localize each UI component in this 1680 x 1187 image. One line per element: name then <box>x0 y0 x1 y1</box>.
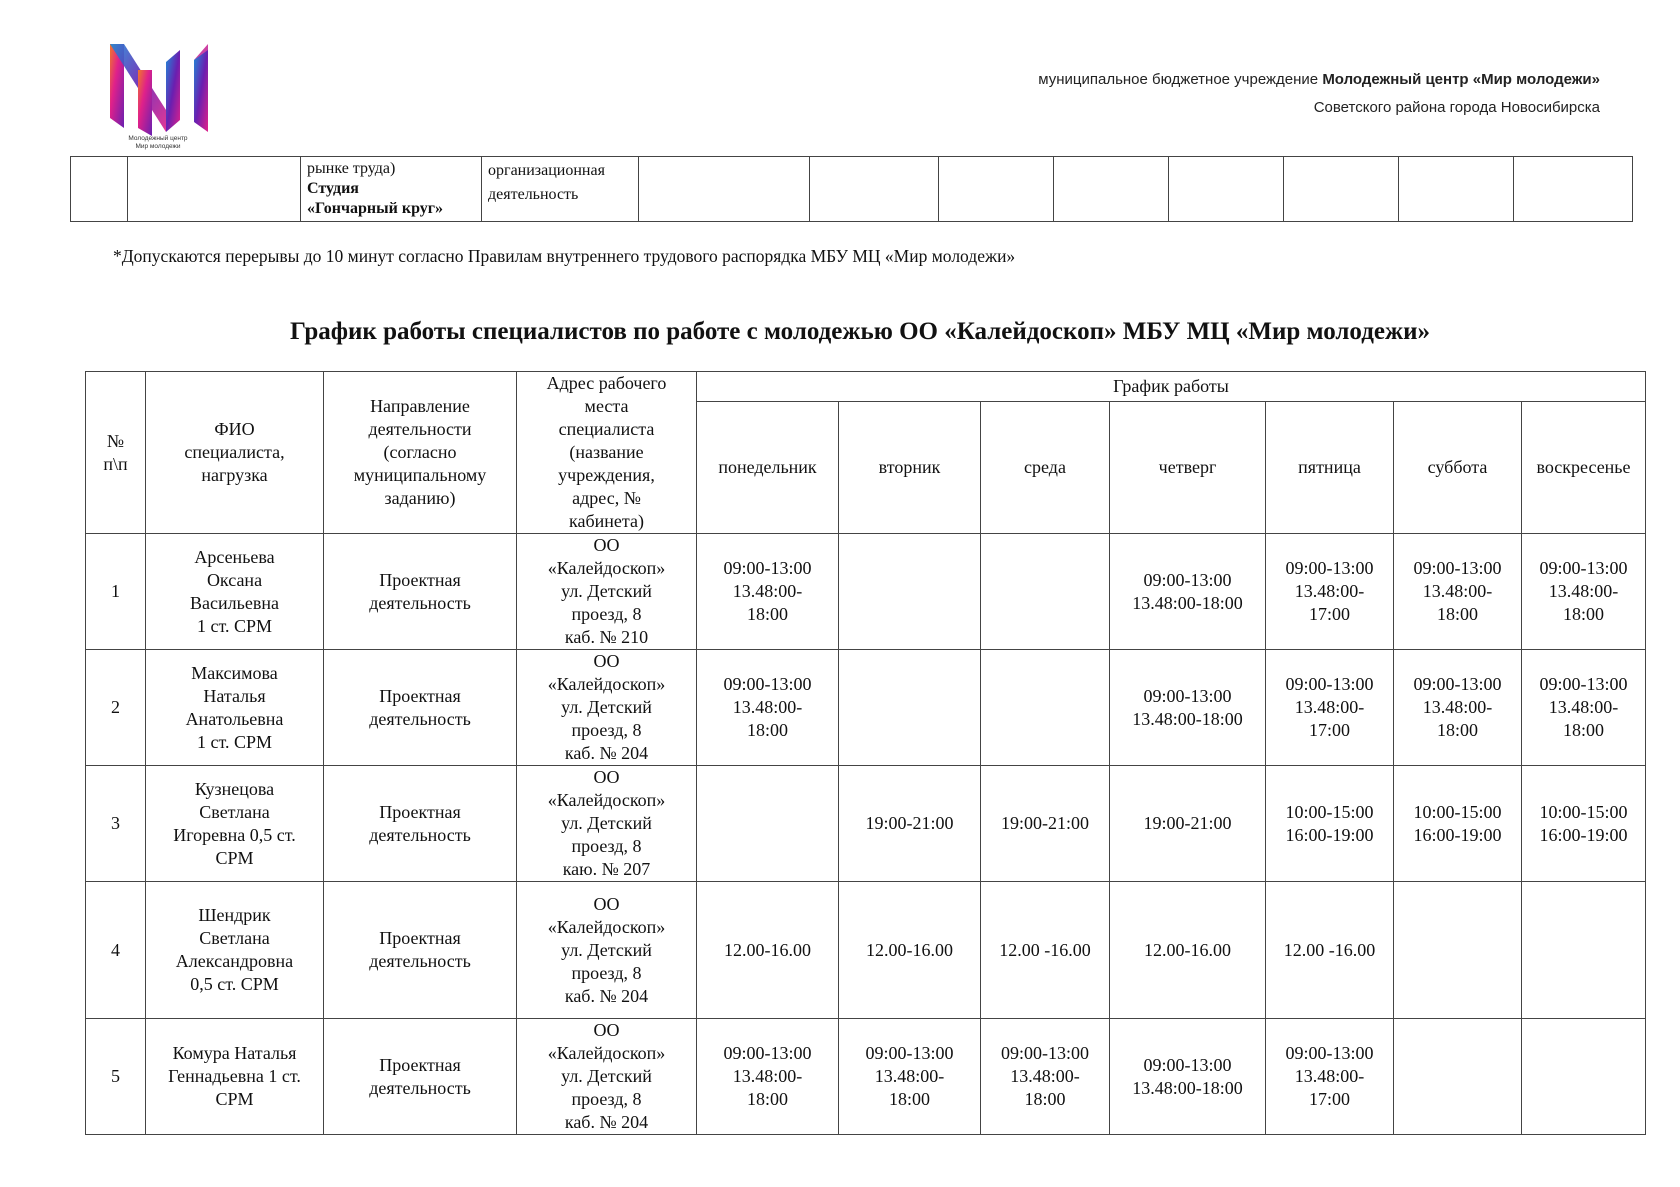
cell-day-2 <box>981 766 1110 882</box>
cell-day-1 <box>839 650 981 766</box>
schedule-title: График работы специалистов по работе с молодежью ОО «Калейдоскоп» МБУ МЦ «Мир молодежи» <box>289 318 1430 345</box>
header-row <box>86 372 1646 402</box>
cell-line: проезд, 8 <box>571 962 642 983</box>
table-row <box>86 882 1646 1019</box>
cell-fio <box>146 766 324 882</box>
cell-line: Анатольевна <box>185 708 284 729</box>
cell-line: Шендрик <box>198 905 271 925</box>
header-address: Адрес рабочего места специалиста (название учреждения, адрес, № кабинета) <box>517 372 697 534</box>
cell-line: 09:00-13:00 <box>1539 674 1628 694</box>
cell-day-6 <box>1522 766 1646 882</box>
cell-line: 12.00 -16.00 <box>1283 939 1376 960</box>
cell-line: 13.48:00- <box>874 1066 945 1086</box>
schedule-table <box>85 371 1646 1135</box>
cell-line: 12.00-16.00 <box>724 939 811 960</box>
cell-day-4 <box>1266 534 1394 650</box>
cell-line: 12.00 -16.00 <box>999 939 1091 960</box>
cell-line: 09:00-13:00 <box>1143 685 1232 706</box>
day-header: среда <box>981 402 1110 534</box>
cell-fio <box>146 650 324 766</box>
cell-day-0 <box>697 766 839 882</box>
fragment-text: деятельность <box>488 186 579 203</box>
cell-line: Геннадьевна 1 ст. <box>168 1066 301 1086</box>
cell-direction <box>324 650 517 766</box>
cell-num: 2 <box>86 650 146 766</box>
cell-day-3 <box>1110 766 1266 882</box>
cell-line: 18:00 <box>888 1089 930 1109</box>
cell-line: ОО <box>593 651 620 671</box>
cell-line: деятельность <box>369 951 471 971</box>
cell-line: проезд, 8 <box>571 1089 642 1109</box>
cell-day-0 <box>697 882 839 1019</box>
cell-line: Арсеньева <box>194 546 275 567</box>
cell-day-1 <box>839 766 981 882</box>
cell-line: ОО <box>593 535 620 555</box>
cell-line: 19:00-21:00 <box>865 813 954 833</box>
cell-line: Наталья <box>203 685 266 706</box>
cell-line: 09:00-13:00 <box>1285 558 1374 578</box>
cell-line: проезд, 8 <box>571 836 642 856</box>
cell-line: каб. № 204 <box>564 743 649 763</box>
logo-caption-line2: Мир молодежи <box>135 143 181 150</box>
org-line1 <box>1038 66 1600 94</box>
fragment-cell <box>1054 157 1169 222</box>
day-header: суббота <box>1394 402 1522 534</box>
cell-line: 18:00 <box>1562 720 1604 740</box>
cell-line: ул. Детский <box>561 1066 652 1086</box>
cell-line: каб. № 210 <box>564 627 649 647</box>
fragment-cell <box>639 157 810 222</box>
breaks-note: *Допускаются перерывы до 10 минут согласно Правилам внутреннего трудового распорядка МБУ МЦ «Мир молодежи» <box>113 246 1016 266</box>
cell-line: ул. Детский <box>561 813 652 833</box>
cell-line: 13.48:00- <box>1010 1066 1080 1086</box>
cell-line: каб. № 204 <box>564 1112 649 1132</box>
cell-line: Комура Наталья <box>172 1043 297 1063</box>
cell-line: деятельность <box>369 824 471 845</box>
cell-num: 3 <box>86 766 146 882</box>
cell-line: 09:00-13:00 <box>1285 674 1374 694</box>
cell-line: Оксана <box>206 569 263 590</box>
header-direction: Направление деятельности (согласно муниципальному заданию) <box>324 372 517 534</box>
cell-address <box>517 534 697 650</box>
cell-line: Проектная <box>379 928 461 948</box>
table-row <box>86 1019 1646 1135</box>
cell-line: 13.48:00- <box>1294 581 1365 601</box>
org-name: Молодежный центр «Мир молодежи» <box>1322 71 1600 88</box>
cell-line: Светлана <box>199 801 270 822</box>
cell-line: проезд, 8 <box>571 604 642 624</box>
cell-line: 18:00 <box>1024 1089 1066 1109</box>
header-schedule: График работы <box>697 372 1646 402</box>
cell-day-3 <box>1110 1019 1266 1135</box>
cell-line: 13.48:00-18:00 <box>1132 1077 1243 1098</box>
cell-line: «Калейдоскоп» <box>547 558 666 578</box>
cell-line: 18:00 <box>746 604 788 624</box>
cell-line: СРМ <box>215 1089 254 1109</box>
cell-num: 5 <box>86 1019 146 1135</box>
cell-day-2 <box>981 1019 1110 1135</box>
cell-line: Проектная <box>379 1054 461 1075</box>
cell-day-6 <box>1522 1019 1646 1135</box>
cell-day-2 <box>981 534 1110 650</box>
cell-line: 18:00 <box>1436 720 1478 740</box>
fragment-cell <box>1284 157 1399 222</box>
fragment-cell-direction <box>482 157 639 222</box>
cell-line: Александровна <box>175 951 294 971</box>
fragment-text: организационная <box>488 162 605 179</box>
day-header: вторник <box>839 402 981 534</box>
cell-line: 19:00-21:00 <box>1143 813 1232 833</box>
cell-line: ул. Детский <box>561 697 652 717</box>
cell-day-4 <box>1266 1019 1394 1135</box>
day-header: понедельник <box>697 402 839 534</box>
cell-line: «Калейдоскоп» <box>547 790 666 810</box>
cell-line: 13.48:00- <box>1548 581 1619 601</box>
cell-day-2 <box>981 882 1110 1019</box>
cell-line: ОО <box>593 893 620 914</box>
cell-line: Светлана <box>199 928 270 948</box>
fragment-cell <box>939 157 1054 222</box>
header-num: № п\п <box>86 372 146 534</box>
cell-line: 18:00 <box>1562 604 1604 624</box>
cell-line: 1 ст. СРМ <box>196 731 273 752</box>
fragment-text-bold: «Гончарный круг» <box>307 200 444 217</box>
cell-line: 0,5 ст. СРМ <box>190 974 279 994</box>
cell-line: Кузнецова <box>194 778 275 799</box>
cell-line: Васильевна <box>190 592 279 613</box>
cell-line: 09:00-13:00 <box>1285 1043 1374 1063</box>
cell-num: 4 <box>86 882 146 1019</box>
cell-day-3 <box>1110 650 1266 766</box>
fragment-row <box>71 157 1633 222</box>
cell-line: Проектная <box>379 801 461 822</box>
cell-line: 13.48:00-18:00 <box>1132 708 1243 729</box>
cell-line: Игоревна 0,5 ст. <box>173 824 296 845</box>
cell-line: 10:00-15:00 <box>1285 801 1374 822</box>
day-header: четверг <box>1110 402 1266 534</box>
cell-line: 13.48:00-18:00 <box>1132 592 1243 613</box>
cell-line: 17:00 <box>1308 720 1350 740</box>
cell-day-3 <box>1110 882 1266 1019</box>
fragment-cell <box>128 157 301 222</box>
cell-line: 19:00-21:00 <box>1001 813 1089 833</box>
cell-address <box>517 766 697 882</box>
fragment-text: рынке труда) <box>307 160 396 177</box>
cell-fio <box>146 882 324 1019</box>
cell-address <box>517 882 697 1019</box>
cell-day-5 <box>1394 1019 1522 1135</box>
cell-line: 09:00-13:00 <box>1001 1043 1089 1063</box>
fragment-cell <box>1169 157 1284 222</box>
cell-line: 10:00-15:00 <box>1413 801 1502 822</box>
cell-line: «Калейдоскоп» <box>547 916 666 937</box>
cell-num: 1 <box>86 534 146 650</box>
cell-day-5 <box>1394 534 1522 650</box>
cell-line: 09:00-13:00 <box>1413 558 1502 578</box>
cell-day-4 <box>1266 766 1394 882</box>
fragment-cell <box>1514 157 1633 222</box>
cell-line: 13.48:00- <box>1548 697 1619 717</box>
cell-day-0 <box>697 650 839 766</box>
cell-line: 09:00-13:00 <box>723 1043 812 1063</box>
cell-line: 09:00-13:00 <box>1143 1054 1232 1075</box>
cell-line: Проектная <box>379 685 461 706</box>
cell-line: 09:00-13:00 <box>1539 558 1628 578</box>
cell-line: 13.48:00- <box>732 697 803 717</box>
cell-line: ул. Детский <box>561 939 652 960</box>
logo-caption-line1: Молодежный центр <box>128 135 188 142</box>
cell-line: каб. № 204 <box>564 985 649 1006</box>
cell-line: 18:00 <box>746 720 788 740</box>
cell-fio <box>146 1019 324 1135</box>
cell-day-0 <box>697 1019 839 1135</box>
fragment-cell <box>810 157 939 222</box>
cell-day-1 <box>839 534 981 650</box>
cell-line: 13.48:00- <box>1422 581 1493 601</box>
cell-day-6 <box>1522 534 1646 650</box>
cell-direction <box>324 766 517 882</box>
table-row <box>86 766 1646 882</box>
logo <box>108 40 224 152</box>
cell-line: каю. № 207 <box>562 859 651 879</box>
org-line2: Советского района города Новосибирска <box>1313 99 1600 116</box>
cell-line: 09:00-13:00 <box>723 558 812 578</box>
day-header: пятница <box>1266 402 1394 534</box>
cell-line: 1 ст. СРМ <box>196 615 273 636</box>
cell-line: СРМ <box>215 847 254 868</box>
cell-line: 17:00 <box>1308 1089 1350 1109</box>
cell-day-6 <box>1522 882 1646 1019</box>
cell-line: 09:00-13:00 <box>723 674 812 694</box>
fragment-text-bold: Студия <box>307 180 359 197</box>
cell-day-5 <box>1394 766 1522 882</box>
cell-line: 12.00-16.00 <box>866 939 953 960</box>
cell-day-5 <box>1394 650 1522 766</box>
cell-direction <box>324 1019 517 1135</box>
cell-line: 18:00 <box>1436 604 1478 624</box>
cell-day-3 <box>1110 534 1266 650</box>
cell-line: 09:00-13:00 <box>1413 674 1502 694</box>
cell-line: ОО <box>593 767 620 787</box>
cell-day-5 <box>1394 882 1522 1019</box>
cell-line: 18:00 <box>746 1089 788 1109</box>
cell-line: ул. Детский <box>561 581 652 601</box>
cell-line: Максимова <box>191 662 278 683</box>
cell-day-2 <box>981 650 1110 766</box>
cell-line: 13.48:00- <box>732 1066 803 1086</box>
cell-line: 13.48:00- <box>1294 697 1365 717</box>
cell-line: 12.00-16.00 <box>1144 939 1231 960</box>
cell-line: 16:00-19:00 <box>1413 824 1502 845</box>
cell-day-4 <box>1266 650 1394 766</box>
cell-address <box>517 650 697 766</box>
cell-line: «Калейдоскоп» <box>547 1043 666 1063</box>
org-prefix: муниципальное бюджетное учреждение <box>1038 71 1319 88</box>
cell-line: «Калейдоскоп» <box>547 674 666 694</box>
cell-line: 17:00 <box>1308 604 1350 624</box>
cell-line: 13.48:00- <box>732 581 803 601</box>
day-header: воскресенье <box>1522 402 1646 534</box>
cell-line: проезд, 8 <box>571 720 642 740</box>
cell-day-0 <box>697 534 839 650</box>
cell-line: 09:00-13:00 <box>1143 569 1232 590</box>
cell-line: 13.48:00- <box>1294 1066 1365 1086</box>
cell-line: Проектная <box>379 569 461 590</box>
cell-day-6 <box>1522 650 1646 766</box>
organization-header <box>1038 66 1600 122</box>
cell-direction <box>324 534 517 650</box>
fragment-cell <box>71 157 128 222</box>
cell-address <box>517 1019 697 1135</box>
cell-day-1 <box>839 1019 981 1135</box>
cell-fio <box>146 534 324 650</box>
fragment-cell <box>1399 157 1514 222</box>
table-row <box>86 650 1646 766</box>
cell-line: деятельность <box>369 592 471 613</box>
cell-line: 16:00-19:00 <box>1285 824 1374 845</box>
cell-direction <box>324 882 517 1019</box>
previous-table-fragment <box>70 156 1633 222</box>
header-fio: ФИО специалиста, нагрузка <box>146 372 324 534</box>
cell-line: 09:00-13:00 <box>865 1043 954 1063</box>
cell-line: деятельность <box>369 1077 471 1098</box>
cell-line: 13.48:00- <box>1422 697 1493 717</box>
cell-day-1 <box>839 882 981 1019</box>
cell-line: 10:00-15:00 <box>1539 801 1628 822</box>
logo-mark-icon <box>108 40 224 152</box>
table-row <box>86 534 1646 650</box>
cell-line: ОО <box>593 1020 620 1040</box>
fragment-cell-activity <box>301 157 482 222</box>
cell-line: 16:00-19:00 <box>1539 824 1628 845</box>
cell-day-4 <box>1266 882 1394 1019</box>
cell-line: деятельность <box>369 708 471 729</box>
